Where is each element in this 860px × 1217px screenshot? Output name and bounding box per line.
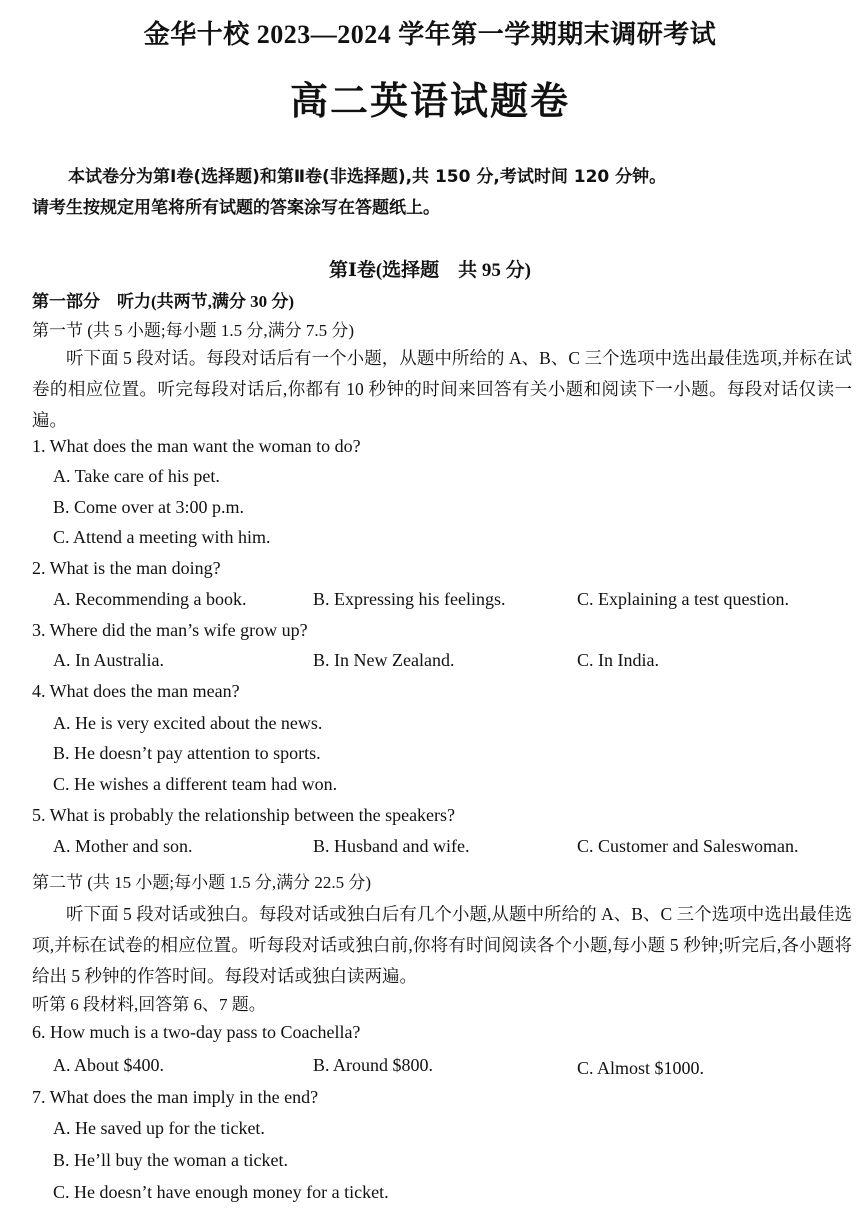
option-a: A. Recommending a book.	[53, 589, 247, 609]
intro-line-1: 本试卷分为第Ⅰ卷(选择题)和第Ⅱ卷(非选择题),共 150 分,考试时间 120 分钟。	[68, 167, 667, 187]
option-a: A. In Australia.	[53, 650, 164, 670]
subsection-2-instructions: 听下面 5 段对话或独白。每段对话或独白后有几个小题,从题中所给的 A、B、C 三个选项中选出最佳选项,并标在试卷的相应位置。听每段对话或独白前,你将有时间阅读各个小题,每小题 5 秒钟;听完后,各小题将给出 5 秒钟的作答时间。每段对话或独白读两遍。	[32, 904, 852, 986]
option-a: A. Take care of his pet.	[53, 466, 220, 486]
option-b: B. He doesn’t pay attention to sports.	[53, 743, 321, 763]
part-title: 第Ⅰ卷(选择题 共 95 分)	[328, 260, 532, 281]
subsection-1-heading: 第一节 (共 5 小题;每小题 1.5 分,满分 7.5 分)	[32, 321, 355, 340]
material-note: 听第 6 段材料,回答第 6、7 题。	[32, 995, 266, 1014]
option-c: C. Almost $1000.	[577, 1058, 705, 1078]
question-stem: 3. Where did the man’s wife grow up?	[32, 620, 308, 640]
option-c: C. He wishes a different team had won.	[53, 774, 338, 794]
option-a: A. Mother and son.	[53, 836, 193, 856]
subsection-1-instructions: 听下面 5 段对话。每段对话后有一个小题，从题中所给的 A、B、C 三个选项中选出最佳选项,并标在试卷的相应位置。听完每段对话后,你都有 10 秒钟的时间来回答有关小题和阅读下一小题。每段对话仅读一遍。	[32, 348, 852, 430]
question-stem: 4. What does the man mean?	[32, 681, 240, 701]
section-heading: 第一部分 听力(共两节,满分 30 分)	[32, 292, 295, 311]
option-c: C. He doesn’t have enough money for a ticket.	[53, 1182, 389, 1202]
option-a: A. He is very excited about the news.	[53, 713, 323, 733]
exam-title: 金华十校 2023—2024 学年第一学期期末调研考试	[143, 20, 717, 49]
option-b: B. Around $800.	[313, 1055, 434, 1075]
question-stem: 7. What does the man imply in the end?	[32, 1087, 319, 1107]
option-c: C. In India.	[577, 650, 659, 670]
option-c: C. Customer and Saleswoman.	[577, 836, 799, 856]
question-stem: 5. What is probably the relationship between the speakers?	[32, 805, 456, 825]
option-a: A. About $400.	[53, 1055, 165, 1075]
option-b: B. Husband and wife.	[313, 836, 470, 856]
option-b: B. In New Zealand.	[313, 650, 455, 670]
option-c: C. Attend a meeting with him.	[53, 527, 271, 547]
option-b: B. Expressing his feelings.	[313, 589, 506, 609]
question-stem: 1. What does the man want the woman to do?	[32, 436, 361, 456]
option-a: A. He saved up for the ticket.	[53, 1118, 265, 1138]
question-stem: 6. How much is a two-day pass to Coachella?	[32, 1022, 361, 1042]
option-b: B. Come over at 3:00 p.m.	[53, 497, 244, 517]
subsection-2-heading: 第二节 (共 15 小题;每小题 1.5 分,满分 22.5 分)	[32, 873, 372, 892]
option-c: C. Explaining a test question.	[577, 589, 789, 609]
intro-line-2: 请考生按规定用笔将所有试题的答案涂写在答题纸上。	[32, 198, 440, 218]
question-stem: 2. What is the man doing?	[32, 558, 221, 578]
option-b: B. He’ll buy the woman a ticket.	[53, 1150, 288, 1170]
paper-title: 高二英语试题卷	[289, 81, 570, 123]
